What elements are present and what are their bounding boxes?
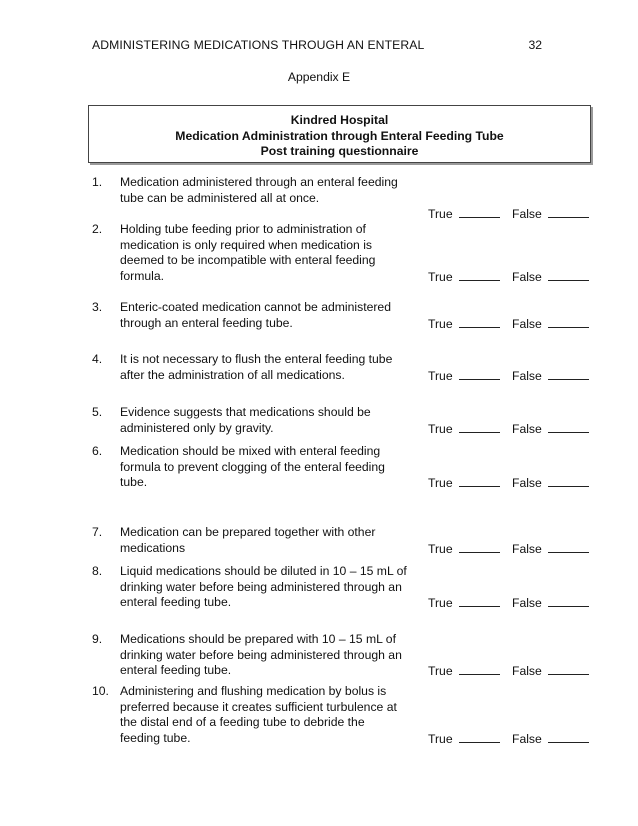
question-line: deemed to be incompatible with enteral feeding xyxy=(120,253,376,267)
true-label: True xyxy=(428,541,453,556)
appendix-label: Appendix E xyxy=(287,70,351,84)
true-option[interactable] xyxy=(428,475,500,492)
false-option[interactable] xyxy=(512,269,589,286)
false-label: False xyxy=(512,664,542,678)
false-label: False xyxy=(512,731,542,746)
question-text xyxy=(120,405,422,436)
question-text xyxy=(120,175,422,206)
question-number: 2. xyxy=(92,222,103,236)
question-line: drinking water before being administered through an xyxy=(120,579,402,594)
question-text xyxy=(120,222,422,284)
question-line: formula to prevent clogging of the enteral feeding xyxy=(120,459,385,474)
true-label: True xyxy=(428,269,453,284)
question-line: Medications should be prepared with 10 – 15 mL of xyxy=(120,632,396,646)
true-option[interactable] xyxy=(428,269,500,286)
question-line: Medication administered through an enteral feeding xyxy=(120,175,398,189)
question-line: drinking water before being administered through an xyxy=(120,647,402,662)
false-answer-blank[interactable] xyxy=(548,269,589,281)
true-label: True xyxy=(428,731,453,746)
question-line: after the administration of all medications. xyxy=(120,367,345,382)
false-answer-blank[interactable] xyxy=(548,541,589,553)
true-label: True xyxy=(428,421,453,436)
question-number: 3. xyxy=(92,300,103,314)
false-option[interactable] xyxy=(512,206,589,223)
question-text xyxy=(120,632,422,679)
false-answer-blank[interactable] xyxy=(548,421,589,433)
true-answer-blank[interactable] xyxy=(459,663,500,675)
question-number: 8. xyxy=(92,564,103,578)
true-answer-blank[interactable] xyxy=(459,368,500,380)
question-number: 5. xyxy=(92,405,103,419)
true-label: True xyxy=(428,368,453,383)
true-option[interactable] xyxy=(428,316,500,333)
question-line: medications xyxy=(120,540,186,555)
false-label: False xyxy=(512,476,542,490)
question-line: preferred because it creates sufficient turbulence at xyxy=(120,699,397,714)
title-box xyxy=(88,105,591,163)
true-answer-blank[interactable] xyxy=(459,421,500,433)
false-answer-blank[interactable] xyxy=(548,475,589,487)
false-label: False xyxy=(512,421,542,436)
true-answer-blank[interactable] xyxy=(459,206,500,218)
question-line: Medication should be mixed with enteral feeding xyxy=(120,444,381,458)
false-label: False xyxy=(512,269,542,284)
true-answer-blank[interactable] xyxy=(459,269,500,281)
false-option[interactable] xyxy=(512,731,589,748)
false-answer-blank[interactable] xyxy=(548,316,589,328)
true-answer-blank[interactable] xyxy=(459,541,500,553)
question-line: feeding tube. xyxy=(120,730,191,745)
document-subtitle: Post training questionnaire xyxy=(260,144,419,158)
false-option[interactable] xyxy=(512,541,589,558)
page-header xyxy=(92,38,542,54)
question-line: Administering and flushing medication by bolus is xyxy=(120,684,387,698)
question-line: enteral feeding tube. xyxy=(120,663,232,677)
true-answer-blank[interactable] xyxy=(459,731,500,743)
false-option[interactable] xyxy=(512,368,589,385)
question-line: Holding tube feeding prior to administration of xyxy=(120,222,366,236)
true-label: True xyxy=(428,476,453,490)
true-label: True xyxy=(428,316,453,331)
false-label: False xyxy=(512,368,542,383)
question-number: 4. xyxy=(92,352,103,366)
question-text xyxy=(120,352,422,383)
true-option[interactable] xyxy=(428,663,500,680)
question-text xyxy=(120,564,422,611)
running-title: ADMINISTERING MEDICATIONS THROUGH AN ENTERAL xyxy=(92,38,425,52)
hospital-name: Kindred Hospital xyxy=(290,113,389,127)
question-line: Enteric-coated medication cannot be administered xyxy=(120,300,391,314)
false-option[interactable] xyxy=(512,316,589,333)
question-number: 6. xyxy=(92,444,103,458)
true-option[interactable] xyxy=(428,368,500,385)
question-text xyxy=(120,444,422,491)
false-label: False xyxy=(512,207,542,221)
question-line: administered only by gravity. xyxy=(120,420,274,435)
question-line: the distal end of a feeding tube to debride the xyxy=(120,715,365,729)
document-title: Medication Administration through Enteral Feeding Tube xyxy=(175,128,504,143)
false-label: False xyxy=(512,596,542,610)
false-label: False xyxy=(512,316,542,331)
question-line: Evidence suggests that medications should be xyxy=(120,405,371,419)
false-option[interactable] xyxy=(512,421,589,438)
question-line: medication is only required when medication is xyxy=(120,237,373,252)
false-answer-blank[interactable] xyxy=(548,206,589,218)
false-answer-blank[interactable] xyxy=(548,731,589,743)
true-option[interactable] xyxy=(428,206,500,223)
true-option[interactable] xyxy=(428,421,500,438)
question-line: tube. xyxy=(120,475,148,489)
question-text xyxy=(120,300,422,331)
question-number: 10. xyxy=(92,684,109,698)
question-line: It is not necessary to flush the enteral feeding tube xyxy=(120,352,393,366)
false-label: False xyxy=(512,541,542,556)
question-number: 9. xyxy=(92,632,103,646)
true-label: True xyxy=(428,207,453,221)
page-number: 32 xyxy=(528,38,542,52)
true-answer-blank[interactable] xyxy=(459,316,500,328)
false-option[interactable] xyxy=(512,595,589,612)
false-answer-blank[interactable] xyxy=(548,368,589,380)
true-option[interactable] xyxy=(428,731,500,748)
true-label: True xyxy=(428,596,453,610)
question-number: 7. xyxy=(92,525,103,539)
question-text xyxy=(120,525,422,556)
question-line: Medication can be prepared together with other xyxy=(120,525,376,539)
question-line: tube can be administered all at once. xyxy=(120,190,320,205)
true-option[interactable] xyxy=(428,541,500,558)
question-number: 1. xyxy=(92,175,103,189)
false-option[interactable] xyxy=(512,663,589,680)
question-line: Liquid medications should be diluted in 10 – 15 mL of xyxy=(120,564,407,578)
false-option[interactable] xyxy=(512,475,589,492)
true-option[interactable] xyxy=(428,595,500,612)
question-line: formula. xyxy=(120,268,165,283)
true-answer-blank[interactable] xyxy=(459,595,500,607)
true-label: True xyxy=(428,664,453,678)
question-line: enteral feeding tube. xyxy=(120,595,232,609)
question-line: through an enteral feeding tube. xyxy=(120,315,293,330)
false-answer-blank[interactable] xyxy=(548,663,589,675)
true-answer-blank[interactable] xyxy=(459,475,500,487)
question-text xyxy=(120,684,422,746)
false-answer-blank[interactable] xyxy=(548,595,589,607)
